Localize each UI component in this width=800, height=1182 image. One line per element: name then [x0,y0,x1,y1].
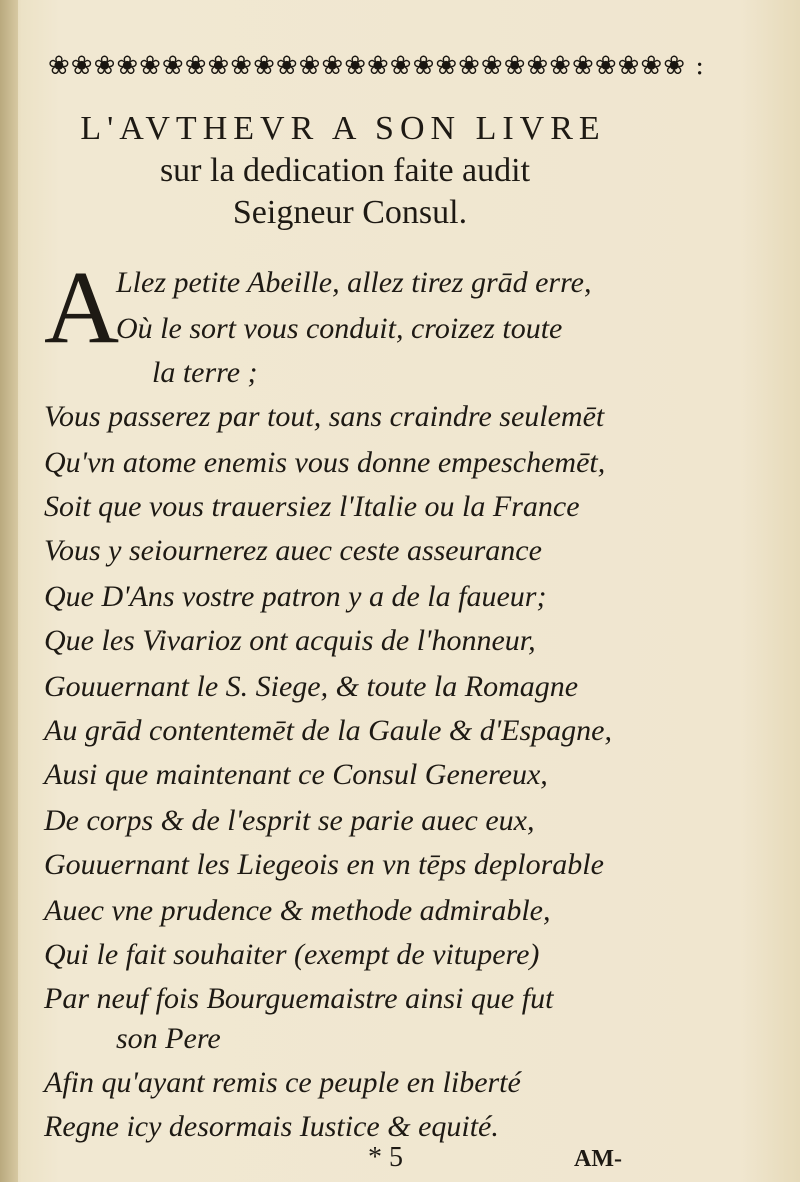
verse-line: Au grād contentemēt de la Gaule & d'Espagne, [44,714,612,747]
ornamental-header-band: ❀❀❀❀❀❀❀❀❀❀❀❀❀❀❀❀❀❀❀❀❀❀❀❀❀❀❀❀ : [48,51,706,81]
verse-line: Regne icy desormais Iustice & equité. [44,1110,499,1143]
page-binding [0,0,18,1182]
verse-line: Gouuernant le S. Siege, & toute la Romagne [44,670,579,703]
verse-line: Vous y seiournerez auec ceste asseurance [44,534,542,567]
verse-line: Que D'Ans vostre patron y a de la faueur; [44,580,547,613]
verse-line: Où le sort vous conduit, croizez toute [116,312,563,345]
verse-line: Ausi que maintenant ce Consul Genereux, [44,758,548,791]
drop-cap: A [44,250,120,365]
catchword: AM- [574,1146,622,1172]
verse-line: De corps & de l'esprit se parie auec eux, [44,804,535,837]
verse-line: Vous passerez par tout, sans craindre seulemēt [44,400,605,433]
signature-mark: * 5 [368,1142,403,1173]
verse-line: Afin qu'ayant remis ce peuple en liberté [44,1066,521,1099]
verse-line: Llez petite Abeille, allez tirez grād erre, [116,266,592,299]
verse-line: Par neuf fois Bourguemaistre ainsi que fut [44,982,554,1015]
verse-line: Qu'vn atome enemis vous donne empeschemēt, [44,446,606,479]
heading-line-2: sur la dedication faite audit [159,152,531,189]
verse-line: la terre ; [152,356,258,389]
verse-line: Qui le fait souhaiter (exempt de vitupere) [44,938,540,971]
verse-line: son Pere [116,1022,221,1055]
verse-line: Gouuernant les Liegeois en vn tēps deplorable [44,848,604,881]
heading-line-3: Seigneur Consul. [232,194,468,231]
verse-line: Soit que vous trauersiez l'Italie ou la France [44,490,580,523]
heading-line-1: L'AVTHEVR A SON LIVRE [80,110,606,147]
verse-line: Auec vne prudence & methode admirable, [44,894,551,927]
verse-line: Que les Vivarioz ont acquis de l'honneur, [44,624,536,657]
